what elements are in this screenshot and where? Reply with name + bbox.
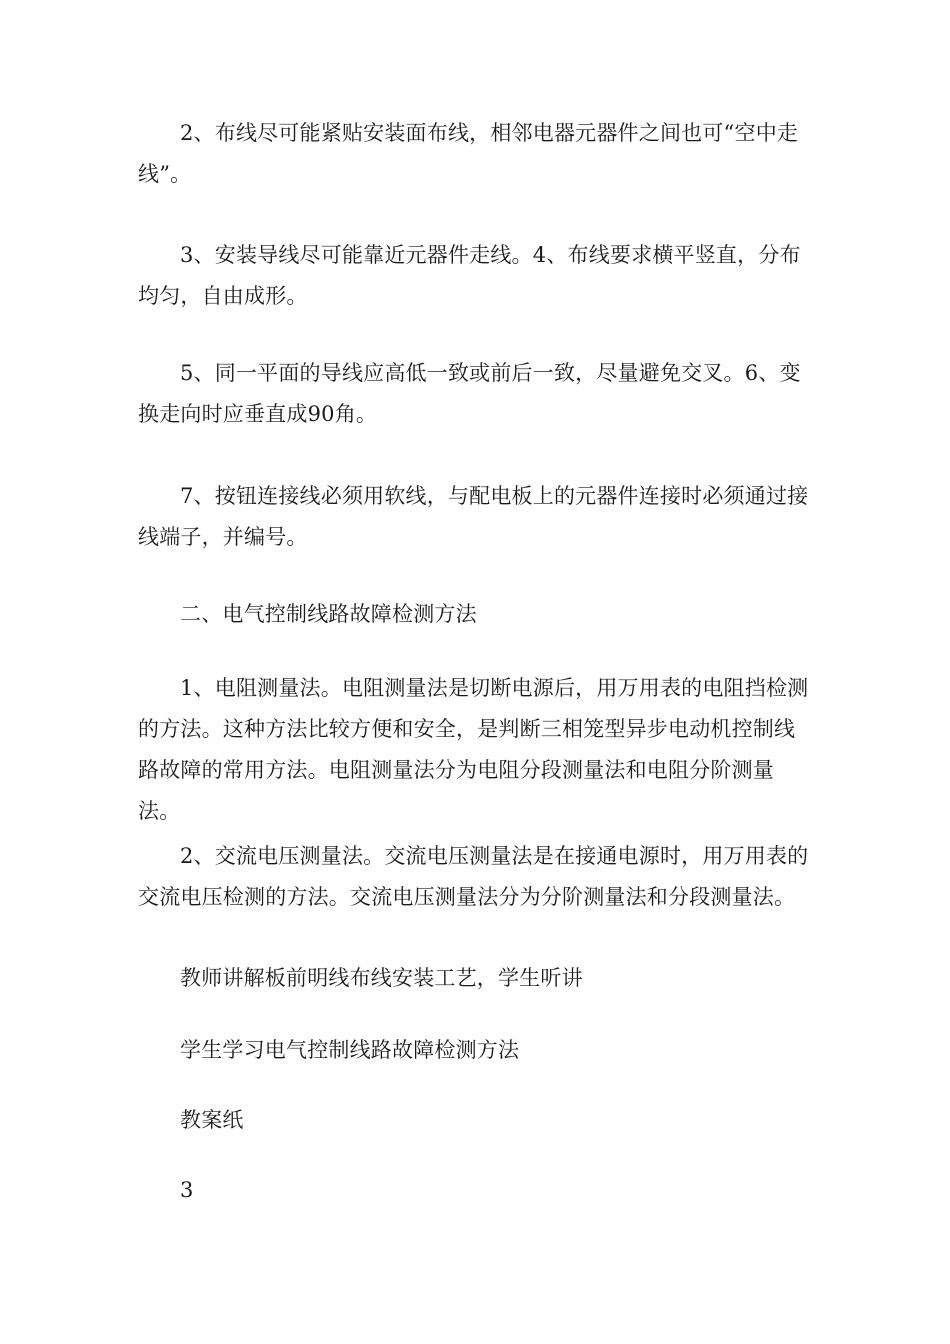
- paragraph-resistance-method: 1、电阻测量法。电阻测量法是切断电源后，用万用表的电阻挡检测的方法。这种方法比较方便和安全，是判断三相笼型异步电动机控制线路故障的常用方法。电阻测量法分为电阻分段测量法和电阻分阶测量法。: [138, 676, 809, 823]
- paragraph-wiring-rule-5-6: 5、同一平面的导线应高低一致或前后一致，尽量避免交叉。6、变换走向时应垂直成90角。: [138, 361, 801, 426]
- note-teacher-activity: 教师讲解板前明线布线安装工艺，学生听讲: [180, 966, 583, 990]
- section-heading-fault-detection: 二、电气控制线路故障检测方法: [180, 602, 477, 626]
- paragraph-wiring-rule-3-4: 3、安装导线尽可能靠近元器件走线。4、布线要求横平竖直，分布均匀，自由成形。: [138, 243, 801, 308]
- page-number: 3: [180, 1178, 194, 1202]
- paragraph-wiring-rule-7: 7、按钮连接线必须用软线，与配电板上的元器件连接时必须通过接线端子，并编号。: [138, 484, 809, 549]
- note-lesson-plan-paper: 教案纸: [180, 1108, 244, 1132]
- paragraph-ac-voltage-method: 2、交流电压测量法。交流电压测量法是在接通电源时，用万用表的交流电压检测的方法。交流电压测量法分为分阶测量法和分段测量法。: [138, 844, 809, 909]
- paragraph-wiring-rule-2: 2、布线尽可能紧贴安装面布线，相邻电器元器件之间也可“空中走线”。: [138, 121, 799, 186]
- note-student-activity: 学生学习电气控制线路故障检测方法: [180, 1038, 520, 1062]
